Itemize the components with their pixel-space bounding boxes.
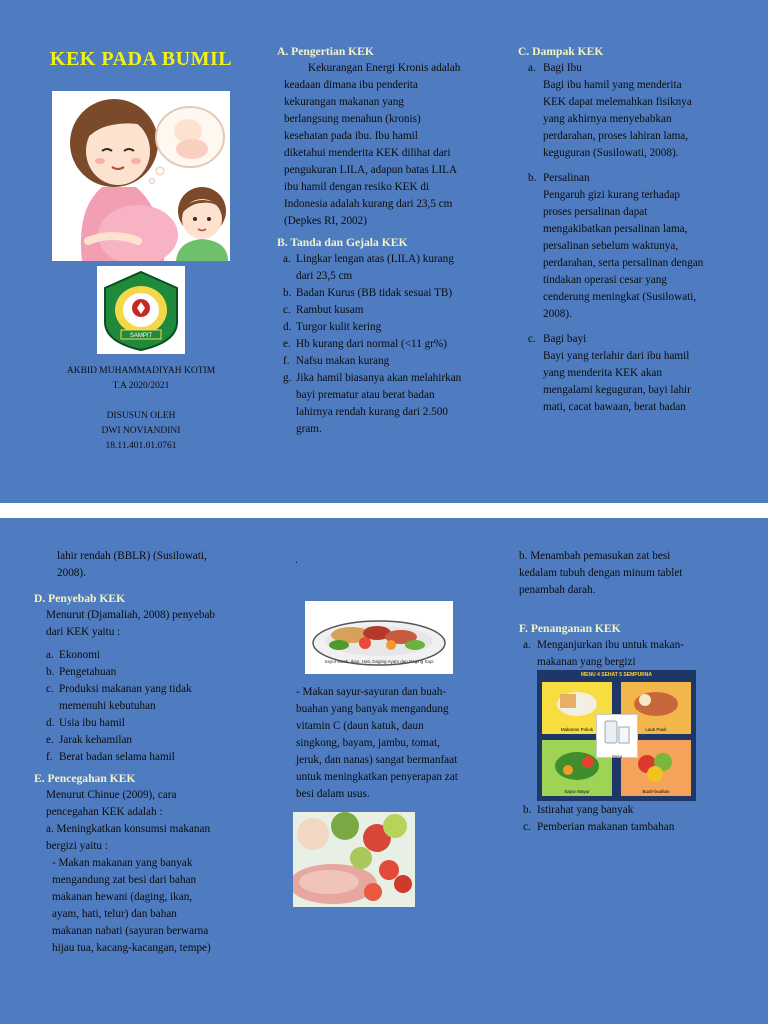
section-e: E. Pencegahan KEK Menurut Chinue (2009), cara pencegahan KEK adalah : a. Meningkatkan konsumsi makanan bergizi yaitu : - Makan makanan yang banyak mengandung zat besi dari bahan makanan hewani (daging, ikan, ayam, hati, telur) dan bahan makanan nabati (sayuran berwarna hijau tua, kacang-kacangan, tempe) xyxy=(34,771,256,957)
impact-item: a. Bagi Ibu Bagi ibu hamil yang menderita KEK dapat melemahkan fisiknya yang akhirnya menyebabkan perdarahan, proses lahiran lama, keguguran (Susilowati, 2008). xyxy=(528,62,692,159)
section-a xyxy=(277,44,505,230)
section-a-line: pengukuran LILA, adapun batas LILA xyxy=(284,164,458,176)
brochure-front-panel xyxy=(0,0,768,503)
bblr-continuation: lahir rendah (BBLR) (Susilowati, 2008). xyxy=(57,550,207,579)
list-item: d. Turgor kulit kering xyxy=(283,321,382,333)
section-e-heading: E. Pencegahan KEK xyxy=(34,772,136,785)
stray-dot: . xyxy=(295,554,298,566)
section-a-heading: A. Pengertian KEK xyxy=(277,45,374,58)
section-f xyxy=(519,621,753,671)
poster-quadrant-fruits: Buah-buahan xyxy=(621,740,691,796)
author-name: DWI NOVIANDINI xyxy=(101,426,181,436)
vegetables-fish-photo xyxy=(293,812,415,907)
section-a-line: keadaan dimana ibu penderita xyxy=(284,79,418,91)
food-plate-image xyxy=(305,601,453,674)
section-a-line: kesehatan pada ibu. Ibu hamil xyxy=(284,130,418,142)
list-item: c. Pemberian makanan tambahan xyxy=(523,821,675,833)
list-item: e. Jarak kehamilan xyxy=(46,734,132,746)
impact-item: c. Bagi bayi Bayi yang terlahir dari ibu hamil yang menderita KEK akan mengalami keguguran, bayi lahir mati, cacat bawaan, berat badan xyxy=(528,333,691,413)
list-item: a. Menganjurkan ibu untuk makan- makanan yang bergizi xyxy=(523,639,684,668)
pregnant-mother-illustration xyxy=(52,91,230,261)
list-item: g. Jika hamil biasanya akan melahirkan bayi prematur atau berat badan lahirnya rendah kurang dari 2.500 gram. xyxy=(283,372,462,435)
logo-text: SAMPIT xyxy=(129,333,153,339)
list-item: b. Badan Kurus (BB tidak sesuai TB) xyxy=(283,287,453,299)
section-f-more xyxy=(523,802,753,836)
section-c xyxy=(518,44,754,416)
list-item: c. Produksi makanan yang tidak memenuhi kebutuhan xyxy=(46,683,192,712)
poster-quadrant-staple: Makanan Pokok xyxy=(542,682,612,734)
section-a-line: ibu hamil dengan resiko KEK di xyxy=(284,181,430,193)
poster-title: MENU 4 SEHAT 5 SEMPURNA xyxy=(580,672,653,678)
list-item: c. Rambut kusam xyxy=(283,304,364,316)
academic-year: T.A 2020/2021 xyxy=(112,381,170,391)
list-item: b. Pengetahuan xyxy=(46,666,117,678)
list-item: f. Nafsu makan kurang xyxy=(283,355,390,367)
list-item: b. Istirahat yang banyak xyxy=(523,804,634,816)
institution-logo xyxy=(97,266,185,354)
brochure-back-panel xyxy=(0,518,768,1024)
student-id: 18.11.401.01.0761 xyxy=(105,441,177,451)
author-block xyxy=(30,364,252,454)
vitamin-c-advice: - Makan sayur-sayuran dan buah- buahan yang banyak mengandung vitamin C (daun katuk, daun singkong, bayam, jambu, tomat, jeruk, dan nanas) sangat bermanfaat untuk meningkatkan penyerapan zat besi dalam usus. xyxy=(296,686,458,800)
brochure-title: KEK PADA BUMIL xyxy=(49,48,233,70)
list-item: f. Berat badan selama hamil xyxy=(46,751,175,763)
menu-4-sehat-poster xyxy=(537,670,696,801)
list-item: d. Usia ibu hamil xyxy=(46,717,125,729)
poster-quadrant-protein: Lauk Pauk xyxy=(621,682,691,734)
list-item: a. Lingkar lengan atas (LILA) kurang dari 23,5 cm xyxy=(283,253,454,282)
section-a-line: (Depkes RI, 2002) xyxy=(284,215,367,227)
list-item: a. Ekonomi xyxy=(46,649,101,661)
impact-item: b. Persalinan Pengaruh gizi kurang terhadap proses persalinan dapat mengakibatkan persalinan lama, persalinan sebelum waktunya, perdarahan, serta persalinan dengan tindakan operasi cesar yang cenderung meningkat (Susilowati, 2008). xyxy=(528,172,704,320)
section-a-line: Indonesia adalah kurang dari 23,5 cm xyxy=(284,198,453,210)
section-a-line: kekurangan makanan yang xyxy=(284,96,404,108)
list-item: e. Hb kurang dari normal (<11 gr%) xyxy=(283,338,447,350)
poster-quadrant-vegetables: Sayur Mayur xyxy=(542,740,612,796)
section-f-heading: F. Penanganan KEK xyxy=(519,622,621,635)
section-d-heading: D. Penyebab KEK xyxy=(34,592,126,605)
compiled-by-label: DISUSUN OLEH xyxy=(106,411,176,421)
section-c-heading: C. Dampak KEK xyxy=(518,45,604,58)
plate-caption: Sayur-Buah, Ikan, Hati, Daging Ayam dan Daging Sapi xyxy=(324,659,434,664)
section-a-line: Kekurangan Energi Kronis adalah xyxy=(308,62,461,74)
section-d: D. Penyebab KEK Menurut (Djamaliah, 2008) penyebab dari KEK yaitu : a. Ekonomi b. Pengetahuan c. Produksi makanan yang tidak memenuhi kebutuhan d. Usia ibu hamil e. Jarak kehamilan f. Berat badan selama hamil xyxy=(34,591,256,766)
section-b-heading: B. Tanda dan Gejala KEK xyxy=(277,236,408,249)
iron-tablet-advice: b. Menambah pemasukan zat besi kedalam tubuh dengan minum tablet penambah darah. xyxy=(519,550,683,596)
section-a-line: diketahui menderita KEK dilihat dari xyxy=(284,147,451,159)
section-b xyxy=(277,235,505,438)
poster-milk: Susu xyxy=(596,714,638,758)
institution-name: AKBID MUHAMMADIYAH KOTIM xyxy=(66,366,216,376)
section-a-line: berlangsung menahun (kronis) xyxy=(284,113,421,125)
